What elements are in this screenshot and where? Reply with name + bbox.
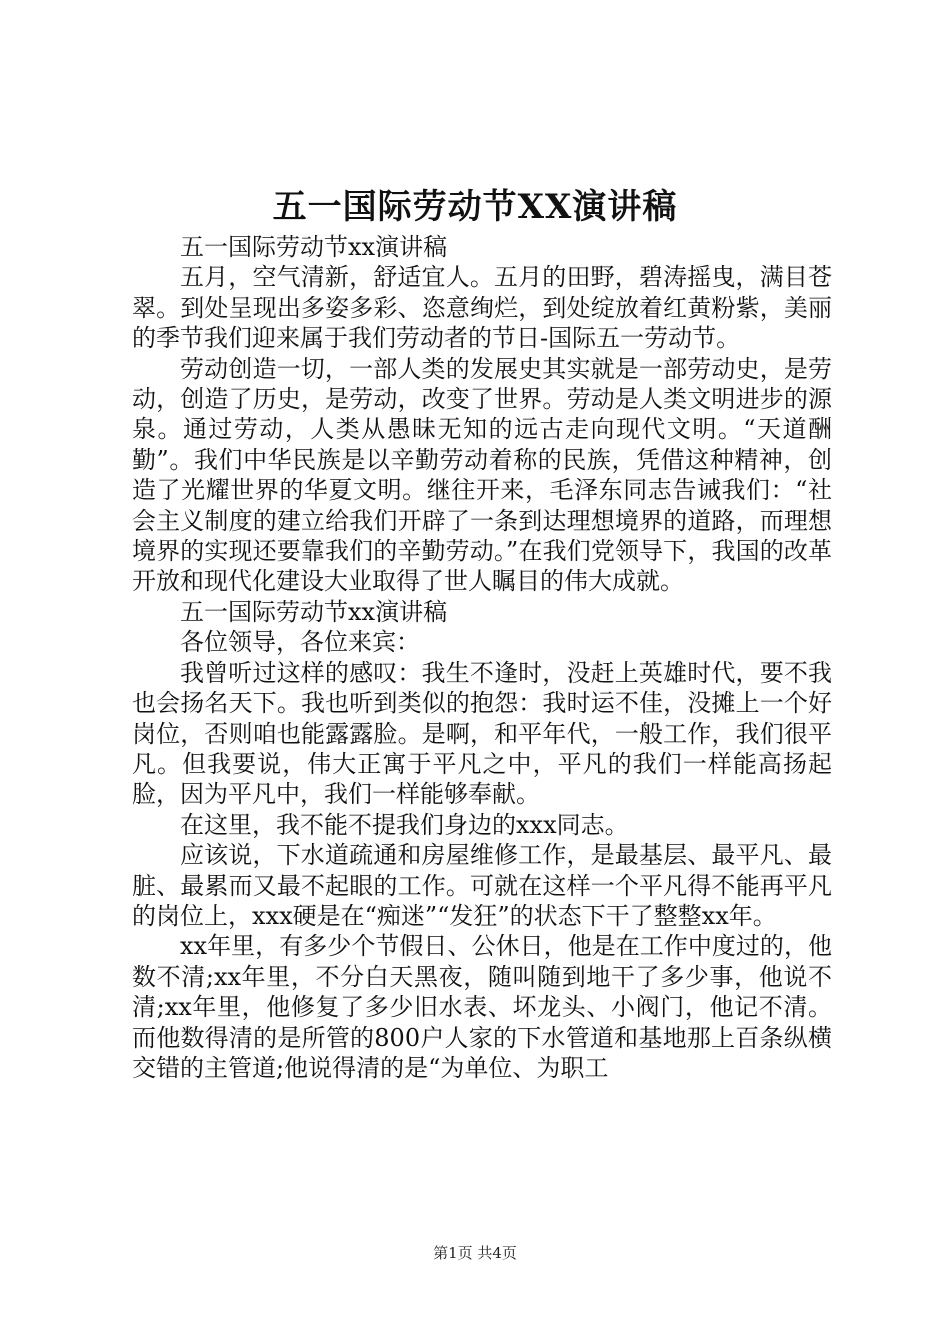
paragraph-subtitle-2: 五一国际劳动节xx演讲稿 — [180, 597, 448, 626]
paragraph: 应该说，下水道疏通和房屋维修工作，是最基层、最平凡、最脏、最累而又最不起眼的工作。可就在这样一个平凡得不能再平凡的岗位上，xxx硬是在“痴迷”“发狂”的状态下干了整整xx年。 — [132, 841, 832, 930]
document-title: 五一国际劳动节XX演讲稿 — [272, 187, 678, 227]
paragraph: 劳动创造一切，一部人类的发展史其实就是一部劳动史，是劳动，创造了历史，是劳动，改变了世界。劳动是人类文明进步的源泉。通过劳动，人类从愚昧无知的远古走向现代文明。“天道酬勤”。我们中华民族是以辛勤劳动着称的民族，凭借这种精神，创造了光耀世界的华夏文明。继往开来，毛泽东同志告诫我们：“社会主义制度的建立给我们开辟了一条到达理想境界的道路，而理想境界的实现还要靠我们的辛勤劳动。”在我们党领导下，我国的改革开放和现代化建设大业取得了世人瞩目的伟大成就。 — [132, 354, 832, 596]
paragraph-subtitle-1: 五一国际劳动节xx演讲稿 — [180, 233, 448, 261]
page-number-footer: 第1页 共4页 — [433, 1244, 517, 1262]
paragraph: 在这里，我不能不提我们身边的xxx同志。 — [180, 810, 629, 839]
document-body — [132, 232, 832, 1083]
paragraph-greeting: 各位领导，各位来宾： — [180, 628, 420, 657]
paragraph: xx年里，有多少个节假日、公休日，他是在工作中度过的，他数不清;xx年里，不分白天黑夜，随叫随到地干了多少事，他说不清;xx年里，他修复了多少旧水表、坏龙头、小阀门，他记不清。而他数得清的是所管的800户人家的下水管道和基地那上百条纵横交错的主管道;他说得清的是“为单位、为职工 — [132, 932, 832, 1082]
paragraph: 我曾听过这样的感叹：我生不逢时，没赶上英雄时代，要不我也会扬名天下。我也听到类似的抱怨：我时运不佳，没摊上一个好岗位，否则咱也能露露脸。是啊，和平年代，一般工作，我们很平凡。但我要说，伟大正寓于平凡之中，平凡的我们一样能高扬起脸，因为平凡中，我们一样能够奉献。 — [132, 658, 832, 809]
paragraph: 五月，空气清新，舒适宜人。五月的田野，碧涛摇曳，满目苍翠。到处呈现出多姿多彩、恣意绚烂，到处绽放着红黄粉紫，美丽的季节我们迎来属于我们劳动者的节日-国际五一劳动节。 — [132, 263, 832, 353]
